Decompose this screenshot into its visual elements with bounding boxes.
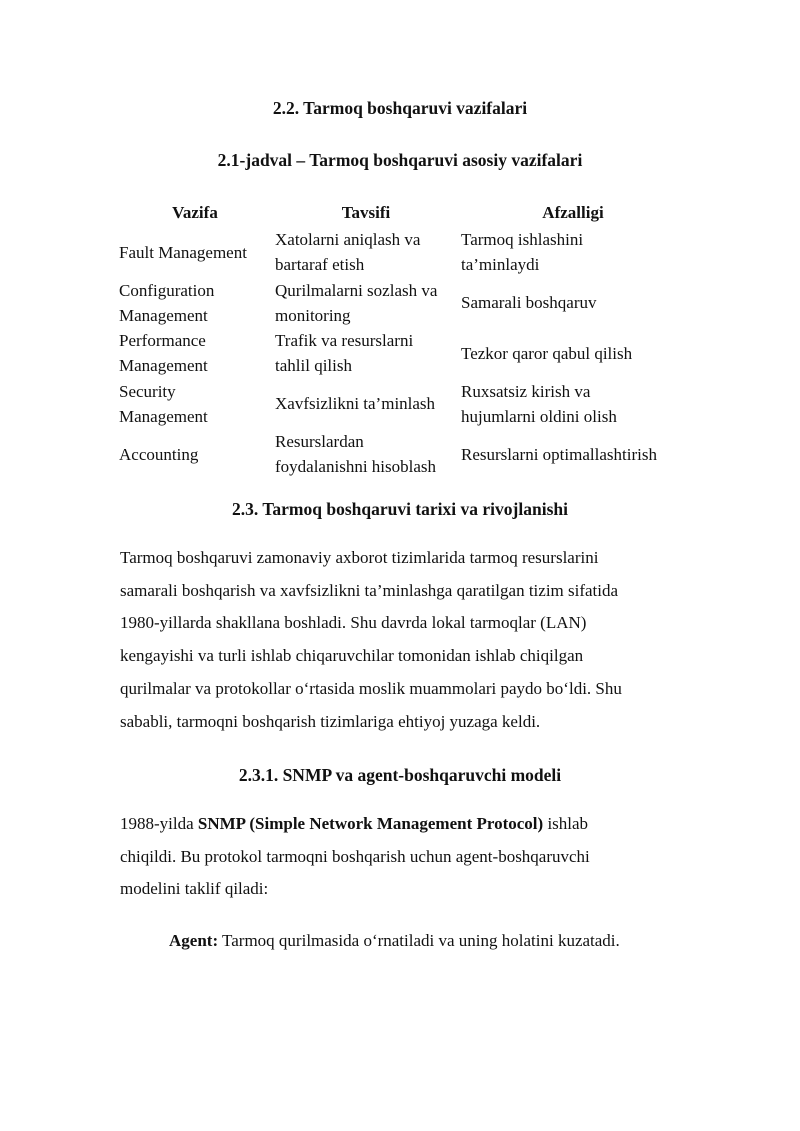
table-row: [117, 429, 687, 480]
table-header-row: [117, 198, 687, 227]
cell-line: Security: [119, 381, 176, 401]
cell-line: Trafik va resurslarni: [275, 331, 414, 351]
cell-benefit: [459, 328, 687, 379]
history-paragraph: [120, 542, 685, 738]
cell-line: Tezkor qaror qabul qilish: [461, 343, 633, 363]
column-header-description: Tavsifi: [341, 203, 391, 222]
table-row: [117, 278, 687, 329]
table-row: [117, 328, 687, 379]
cell-task: [117, 278, 273, 329]
cell-line: Resurslardan: [275, 432, 364, 452]
paragraph-line: chiqildi. Bu protokol tarmoqni boshqarish uchun agent-boshqaruvchi: [120, 846, 590, 866]
cell-line: Accounting: [119, 444, 199, 464]
snmp-term: SNMP (Simple Network Management Protocol): [197, 814, 544, 833]
paragraph-line: modelini taklif qiladi:: [120, 879, 269, 899]
agent-definition: [169, 925, 729, 958]
cell-line: monitoring: [275, 305, 351, 325]
cell-description: [273, 328, 459, 379]
cell-benefit: [459, 429, 687, 480]
cell-description: [273, 379, 459, 430]
paragraph-text: ishlab: [543, 814, 589, 833]
cell-line: Tarmoq ishlashini: [461, 230, 584, 250]
paragraph-line: Tarmoq boshqaruvi zamonaviy axborot tizimlarida tarmoq resurslarini: [120, 548, 599, 567]
cell-line: Performance: [119, 331, 206, 351]
history-heading: 2.3. Tarmoq boshqaruvi tarixi va rivojlanishi: [232, 499, 568, 519]
cell-line: Xavfsizlikni ta’minlash: [275, 394, 436, 414]
column-header-benefit: Afzalligi: [542, 203, 604, 222]
cell-line: Resurslarni optimallashtirish: [461, 444, 657, 464]
table-caption: 2.1-jadval – Tarmoq boshqaruvi asosiy vazifalari: [217, 150, 583, 170]
paragraph-line: kengayishi va turli ishlab chiqaruvchilar tomonidan ishlab chiqilgan: [120, 646, 584, 666]
cell-description: [273, 429, 459, 480]
cell-task: [117, 429, 273, 480]
paragraph-line: samarali boshqarish va xavfsizlikni ta’minlashga qaratilgan tizim sifatida: [120, 580, 619, 600]
cell-line: Ruxsatsiz kirish va: [461, 381, 591, 401]
table-row: [117, 227, 687, 278]
agent-label: Agent:: [169, 931, 219, 950]
cell-line: foydalanishni hisoblash: [275, 457, 437, 477]
section-heading: 2.2. Tarmoq boshqaruvi vazifalari: [272, 98, 528, 118]
paragraph-line: sababli, tarmoqni boshqarish tizimlariga ehtiyoj yuzaga keldi.: [120, 711, 541, 731]
cell-line: Configuration: [119, 280, 215, 300]
cell-line: Management: [119, 406, 208, 426]
cell-line: Qurilmalarni sozlash va: [275, 280, 438, 300]
cell-benefit: [459, 227, 687, 278]
cell-description: [273, 227, 459, 278]
table-row: [117, 379, 687, 430]
tasks-table: [117, 198, 687, 480]
column-header-task: Vazifa: [172, 203, 218, 222]
cell-line: Samarali boshqaruv: [461, 293, 597, 313]
cell-task: [117, 328, 273, 379]
snmp-paragraph: [120, 808, 685, 906]
cell-benefit: [459, 379, 687, 430]
cell-task: [117, 227, 273, 278]
paragraph-line: qurilmalar va protokollar o‘rtasida moslik muammolari paydo bo‘ldi. Shu: [120, 678, 622, 698]
snmp-heading: 2.3.1. SNMP va agent-boshqaruvchi modeli: [238, 765, 562, 785]
cell-line: Management: [119, 305, 208, 325]
cell-task: [117, 379, 273, 430]
cell-line: hujumlarni oldini olish: [461, 406, 617, 426]
paragraph-line: 1980-yillarda shakllana boshladi. Shu davrda lokal tarmoqlar (LAN): [120, 613, 587, 633]
cell-line: ta’minlaydi: [461, 255, 540, 275]
cell-line: tahlil qilish: [275, 356, 352, 376]
cell-line: Fault Management: [119, 242, 247, 262]
cell-description: [273, 278, 459, 329]
agent-text: Tarmoq qurilmasida o‘rnatiladi va uning holatini kuzatadi.: [218, 931, 620, 950]
cell-line: bartaraf etish: [275, 255, 365, 275]
paragraph-text: 1988-yilda: [120, 814, 198, 833]
cell-line: Xatolarni aniqlash va: [275, 230, 421, 250]
cell-benefit: [459, 278, 687, 329]
cell-line: Management: [119, 356, 208, 376]
